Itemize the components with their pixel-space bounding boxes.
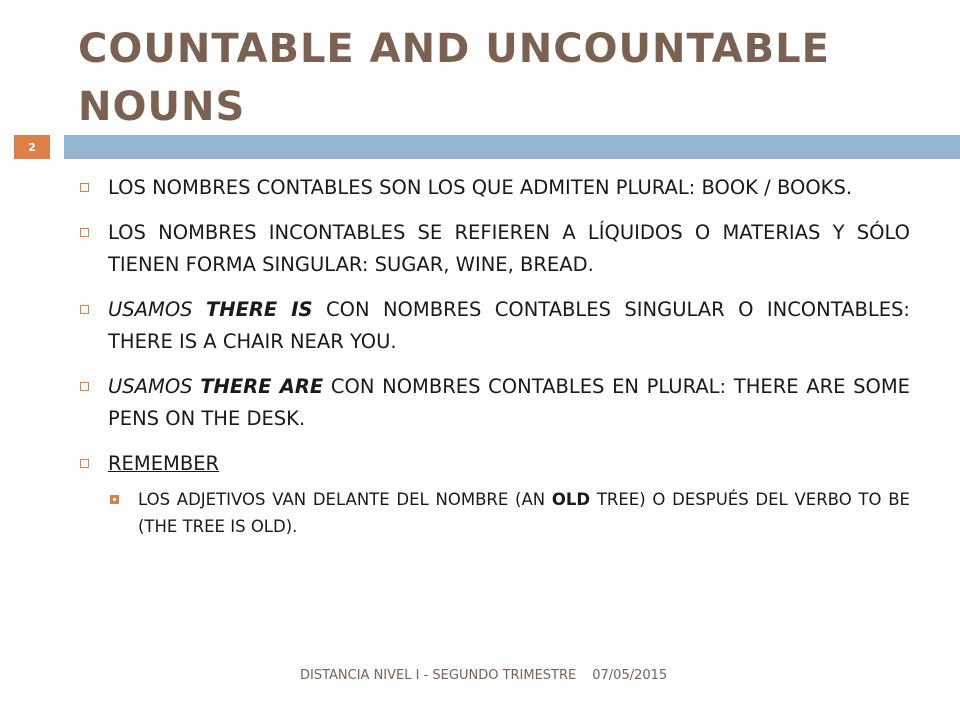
bullet-text-bold: THERE ARE (200, 375, 324, 398)
sub-bullet-bold: OLD (551, 490, 591, 509)
square-bullet-icon (80, 382, 89, 391)
bullet-item (80, 217, 910, 281)
square-bullet-icon (80, 228, 89, 237)
filled-square-bullet-icon (110, 495, 119, 504)
square-bullet-icon (80, 183, 89, 192)
slide-title-line-1: COUNTABLE AND UNCOUNTABLE (78, 26, 830, 72)
slide-title (78, 20, 938, 136)
footer-text: DISTANCIA NIVEL I - SEGUNDO TRIMESTRE (300, 668, 577, 683)
bullet-text: CON NOMBRES CONTABLES EN PLURAL: THERE ARE SOME PENS ON THE DESK. (108, 375, 910, 430)
square-bullet-icon (80, 305, 89, 314)
sub-bullet-text: LOS ADJETIVOS VAN DELANTE DEL NOMBRE (AN (138, 490, 552, 509)
bullet-text: CON NOMBRES CONTABLES SINGULAR O INCONTABLES: THERE IS A CHAIR NEAR YOU. (108, 298, 910, 353)
slide-number: 2 (14, 135, 50, 159)
bullet-text-italic: USAMOS (108, 375, 201, 398)
bullet-text: LOS NOMBRES INCONTABLES SE REFIEREN A LÍQUIDOS O MATERIAS Y SÓLO TIENEN FORMA SINGULAR: SUGAR, WINE, BREAD. (108, 221, 910, 276)
bullet-text-italic: USAMOS (108, 298, 206, 321)
bullet-text: LOS NOMBRES CONTABLES SON LOS QUE ADMITEN PLURAL: BOOK / BOOKS. (108, 176, 853, 199)
slide-title-line-2: NOUNS (78, 84, 246, 130)
slide-footer (300, 668, 667, 683)
bullet-item (80, 371, 910, 435)
sub-bullet-item (108, 486, 910, 540)
bullet-item (80, 172, 910, 204)
bullet-item (80, 294, 910, 358)
sub-bullet-text: TREE) O DESPUÉS DEL VERBO TO BE (THE TREE IS OLD). (138, 490, 910, 536)
bullet-item (80, 448, 910, 480)
title-divider-bar (64, 135, 960, 159)
remember-label: REMEMBER (108, 452, 220, 475)
footer-date: 07/05/2015 (592, 668, 668, 683)
slide-content (80, 172, 910, 540)
bullet-text-bold: THERE IS (205, 298, 313, 321)
square-bullet-icon (80, 459, 89, 468)
